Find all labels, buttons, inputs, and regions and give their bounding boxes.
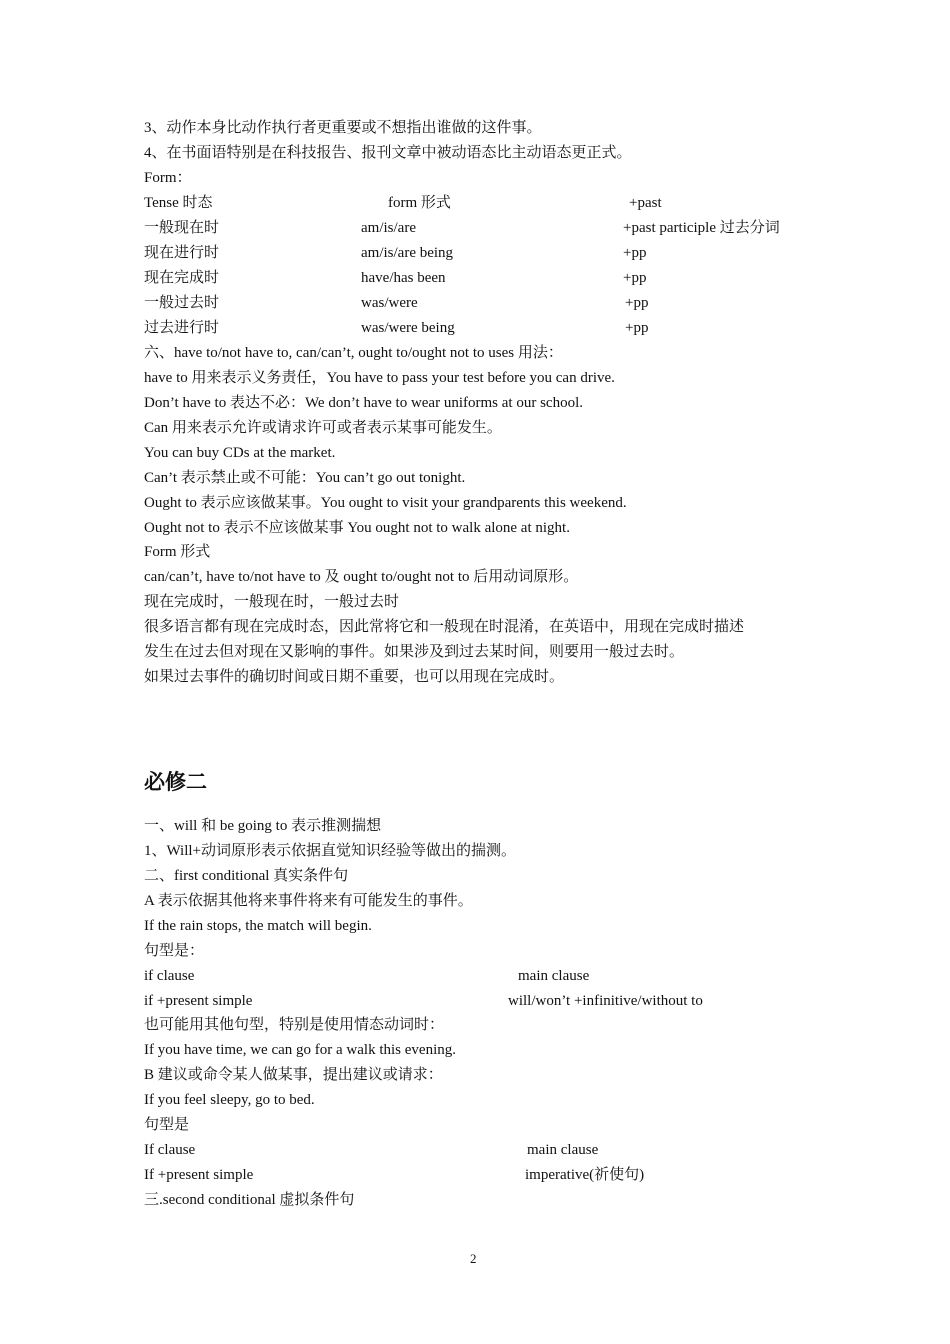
text-line: have to 用来表示义务责任，You have to pass your test before you can drive. <box>144 370 615 386</box>
text-line: 一、will 和 be going to 表示推测揣想 <box>144 818 382 834</box>
page-number: 2 <box>470 1251 477 1266</box>
text-line: If you feel sleepy, go to bed. <box>144 1092 315 1108</box>
table-cell: +pp <box>625 295 649 311</box>
table-cell: +pp <box>623 270 647 286</box>
text-line: B 建议或命令某人做某事，提出建议或请求： <box>144 1067 443 1083</box>
clause-form: if +present simple <box>144 993 253 1009</box>
clause-form: imperative(祈使句) <box>525 1167 645 1183</box>
table-cell: was/were <box>361 295 418 311</box>
table-header-cell: form 形式 <box>388 195 451 211</box>
table-cell: have/has been <box>361 270 446 286</box>
text-line: Can 用来表示允许或请求许可或者表示某事可能发生。 <box>144 420 502 436</box>
clause-label: main clause <box>518 968 590 984</box>
text-line: Ought to 表示应该做某事。You ought to visit your grandparents this weekend. <box>144 495 627 511</box>
table-cell: am/is/are being <box>361 245 454 261</box>
text-line: 1、Will+动词原形表示依据直觉知识经验等做出的揣测。 <box>144 843 517 859</box>
table-cell: 一般过去时 <box>144 295 220 311</box>
text-line: 发生在过去但对现在又影响的事件。如果涉及到过去某时间，则要用一般过去时。 <box>144 644 685 660</box>
text-line: 很多语言都有现在完成时态，因此常将它和一般现在时混淆，在英语中，用现在完成时描述 <box>144 619 745 635</box>
table-cell: am/is/are <box>361 220 416 236</box>
text-line: 3、动作本身比动作执行者更重要或不想指出谁做的这件事。 <box>144 120 542 136</box>
clause-label: if clause <box>144 968 195 984</box>
text-line: Can’t 表示禁止或不可能：You can’t go out tonight. <box>144 470 466 486</box>
text-line: can/can’t, have to/not have to 及 ought to/ought not to 后用动词原形。 <box>144 569 579 585</box>
table-header-cell: Tense 时态 <box>144 195 213 211</box>
text-line: If the rain stops, the match will begin. <box>144 918 372 934</box>
table-cell: +pp <box>625 320 649 336</box>
clause-form: If +present simple <box>144 1167 254 1183</box>
clause-label: If clause <box>144 1142 196 1158</box>
text-line: 六、have to/not have to, can/can’t, ought to/ought not to uses 用法： <box>144 345 563 361</box>
table-cell: +past participle 过去分词 <box>623 220 780 236</box>
table-cell: was/were being <box>361 320 455 336</box>
clause-form: will/won’t +infinitive/without to <box>508 993 703 1009</box>
text-line: Ought not to 表示不应该做某事 You ought not to walk alone at night. <box>144 520 570 536</box>
text-line: Don’t have to 表达不必：We don’t have to wear uniforms at our school. <box>144 395 583 411</box>
clause-label: main clause <box>527 1142 599 1158</box>
text-line: Form： <box>144 170 192 186</box>
text-line: You can buy CDs at the market. <box>144 445 336 461</box>
text-line: 如果过去事件的确切时间或日期不重要，也可以用现在完成时。 <box>144 669 565 685</box>
text-line: Form 形式 <box>144 544 211 560</box>
section-heading: 必修二 <box>144 770 207 794</box>
text-line: A 表示依据其他将来事件将来有可能发生的事件。 <box>144 893 473 909</box>
text-line: 三.second conditional 虚拟条件句 <box>144 1192 355 1208</box>
text-line: 现在完成时，一般现在时，一般过去时 <box>144 594 400 610</box>
text-line: 句型是 <box>144 1117 190 1133</box>
text-line: 4、在书面语特别是在科技报告、报刊文章中被动语态比主动语态更正式。 <box>144 145 632 161</box>
text-line: 句型是： <box>144 943 205 959</box>
table-cell: 过去进行时 <box>144 320 220 336</box>
text-line: 也可能用其他句型，特别是使用情态动词时： <box>144 1017 445 1033</box>
table-cell: +pp <box>623 245 647 261</box>
table-cell: 现在进行时 <box>144 245 220 261</box>
table-header-cell: +past <box>629 195 662 211</box>
text-line: 二、first conditional 真实条件句 <box>144 868 349 884</box>
table-cell: 一般现在时 <box>144 220 220 236</box>
text-line: If you have time, we can go for a walk this evening. <box>144 1042 456 1058</box>
table-cell: 现在完成时 <box>144 270 220 286</box>
